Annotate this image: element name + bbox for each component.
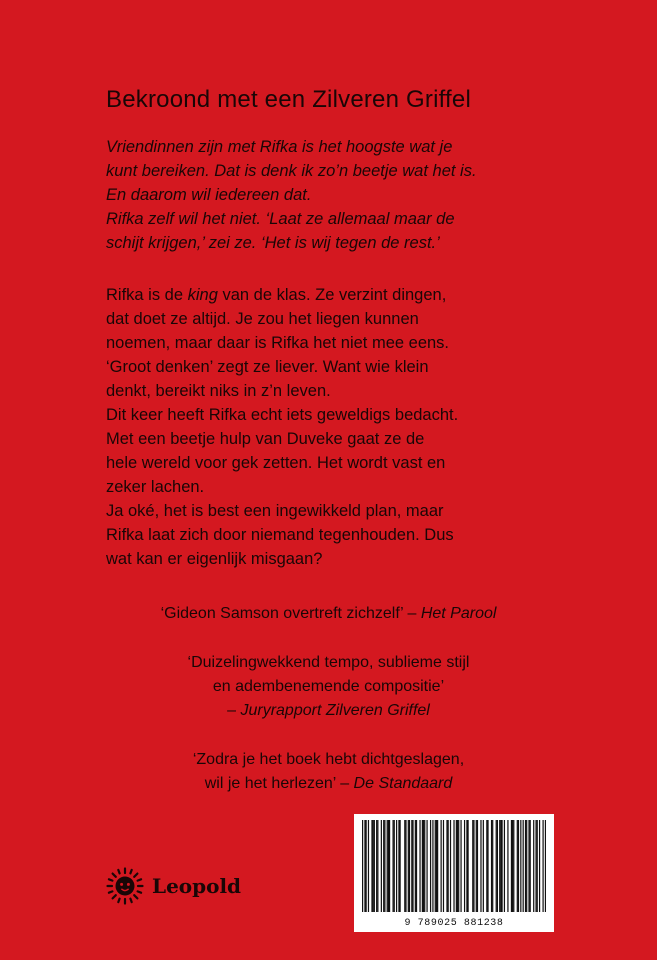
isbn-number: 9 789025 881238 bbox=[404, 918, 504, 929]
barcode-bar bbox=[409, 820, 410, 912]
barcode-bar bbox=[525, 820, 526, 912]
barcode-bar bbox=[374, 820, 375, 912]
blurb-text bbox=[106, 283, 576, 571]
barcode-bar bbox=[517, 820, 518, 912]
barcode-bar bbox=[537, 820, 538, 912]
barcode-bar bbox=[477, 820, 478, 912]
barcode-bar bbox=[497, 820, 498, 912]
quote-text: wil je het herlezen’ – bbox=[204, 775, 354, 792]
barcode-bar bbox=[416, 820, 417, 912]
publisher-name: Leopold bbox=[152, 874, 242, 898]
intro-line: Vriendinnen zijn met Rifka is het hoogste wat je bbox=[106, 138, 453, 156]
barcode-bar bbox=[419, 820, 420, 912]
barcode-bar bbox=[457, 820, 458, 912]
intro-line: Rifka zelf wil het niet. ‘Laat ze allemaal maar de bbox=[106, 210, 455, 228]
barcode-bar bbox=[523, 820, 524, 912]
barcode-bar bbox=[446, 820, 447, 912]
barcode-bar bbox=[464, 820, 465, 912]
lion-sun-icon bbox=[106, 867, 144, 905]
review-quote-standaard bbox=[0, 748, 657, 796]
barcode-bar bbox=[487, 820, 488, 912]
barcode-bar bbox=[432, 820, 433, 912]
blurb-italic-word: king bbox=[187, 286, 218, 304]
barcode-bar bbox=[388, 820, 389, 912]
barcode-bar bbox=[392, 820, 393, 912]
barcode-bar bbox=[366, 820, 367, 912]
intro-line: schijt krijgen,’ zei ze. ‘Het is wij tegen de rest.’ bbox=[106, 234, 440, 252]
intro-line: En daarom wil iedereen dat. bbox=[106, 186, 312, 204]
quote-dash: – bbox=[227, 702, 241, 719]
barcode-bar bbox=[437, 820, 438, 912]
barcode-bar bbox=[441, 820, 442, 912]
barcode-bar bbox=[377, 820, 378, 912]
barcode-bar bbox=[511, 820, 512, 912]
quote-source: Juryrapport Zilveren Griffel bbox=[240, 702, 430, 719]
barcode-bar bbox=[387, 820, 388, 912]
barcode-bar bbox=[456, 820, 457, 912]
quote-text: ‘Duizelingwekkend tempo, sublieme stijl bbox=[187, 654, 470, 671]
blurb-line: Ja oké, het is best een ingewikkeld plan, maar bbox=[106, 502, 444, 520]
barcode-bar bbox=[412, 820, 413, 912]
barcode-bar bbox=[376, 820, 377, 912]
barcode-bar bbox=[500, 820, 501, 912]
barcode-bars bbox=[362, 820, 546, 912]
quote-text: ‘Zodra je het boek hebt dichtgeslagen, bbox=[192, 751, 465, 768]
barcode-bar bbox=[383, 820, 384, 912]
barcode-bar bbox=[423, 820, 424, 912]
barcode-bar bbox=[460, 820, 461, 912]
barcode-bar bbox=[501, 820, 502, 912]
intro-line: kunt bereiken. Dat is denk ik zo’n beetje wat het is. bbox=[106, 162, 477, 180]
barcode-bar bbox=[504, 820, 505, 912]
review-quote-jury bbox=[0, 651, 657, 723]
barcode-bar bbox=[430, 820, 431, 912]
blurb-line: Met een beetje hulp van Duveke gaat ze de bbox=[106, 430, 425, 448]
barcode-bar bbox=[518, 820, 519, 912]
blurb-line: Rifka laat zich door niemand tegenhouden. Dus bbox=[106, 526, 454, 544]
barcode-bar bbox=[520, 820, 521, 912]
barcode-bar bbox=[542, 820, 543, 912]
barcode-bar bbox=[394, 820, 395, 912]
barcode-bar bbox=[458, 820, 459, 912]
barcode-bar bbox=[496, 820, 497, 912]
barcode-bar bbox=[533, 820, 534, 912]
barcode-bar bbox=[539, 820, 540, 912]
barcode-bar bbox=[528, 820, 529, 912]
barcode-bar bbox=[545, 820, 546, 912]
blurb-line: Dit keer heeft Rifka echt iets geweldigs bedacht. bbox=[106, 406, 459, 424]
barcode-bar bbox=[405, 820, 406, 912]
quote-source: Het Parool bbox=[420, 605, 497, 622]
barcode-bar bbox=[472, 820, 473, 912]
publisher-logo bbox=[106, 866, 241, 906]
barcode-bar bbox=[398, 820, 399, 912]
barcode-bar bbox=[426, 820, 427, 912]
barcode-bar bbox=[415, 820, 416, 912]
barcode-bar bbox=[404, 820, 405, 912]
award-heading: Bekroond met een Zilveren Griffel bbox=[106, 86, 471, 113]
blurb-line: hele wereld voor gek zetten. Het wordt vast en bbox=[106, 454, 446, 472]
blurb-text-run: Rifka is de bbox=[106, 286, 188, 304]
barcode-bar bbox=[411, 820, 412, 912]
barcode-bar bbox=[499, 820, 500, 912]
barcode-bar bbox=[526, 820, 527, 912]
barcode-bar bbox=[466, 820, 467, 912]
barcode-bar bbox=[424, 820, 425, 912]
barcode-bar bbox=[381, 820, 382, 912]
barcode-bar bbox=[448, 820, 449, 912]
intro-excerpt bbox=[106, 135, 576, 255]
barcode-bar bbox=[491, 820, 492, 912]
barcode-bar bbox=[368, 820, 369, 912]
barcode-bar bbox=[513, 820, 514, 912]
barcode-bar bbox=[507, 820, 508, 912]
barcode-bar bbox=[408, 820, 409, 912]
blurb-line: wat kan er eigenlijk misgaan? bbox=[106, 550, 323, 568]
isbn-barcode bbox=[354, 814, 554, 932]
barcode-bar bbox=[467, 820, 468, 912]
barcode-bar bbox=[443, 820, 444, 912]
barcode-bar bbox=[476, 820, 477, 912]
barcode-bar bbox=[384, 820, 385, 912]
barcode-bar bbox=[435, 820, 436, 912]
quote-attribution bbox=[0, 772, 657, 796]
barcode-bar bbox=[436, 820, 437, 912]
blurb-line: ‘Groot denken’ zegt ze liever. Want wie klein bbox=[106, 358, 429, 376]
quote-source: De Standaard bbox=[353, 775, 453, 792]
barcode-bar bbox=[480, 820, 481, 912]
barcode-bar bbox=[530, 820, 531, 912]
barcode-bar bbox=[483, 820, 484, 912]
barcode-bar bbox=[400, 820, 401, 912]
quote-attribution bbox=[0, 699, 657, 723]
barcode-bar bbox=[373, 820, 374, 912]
barcode-bar bbox=[362, 820, 363, 912]
barcode-bar bbox=[492, 820, 493, 912]
barcode-bar bbox=[396, 820, 397, 912]
barcode-bar bbox=[486, 820, 487, 912]
barcode-bar bbox=[422, 820, 423, 912]
blurb-line bbox=[106, 283, 576, 307]
barcode-bar bbox=[389, 820, 390, 912]
blurb-line: dat doet ze altijd. Je zou het liegen kunnen bbox=[106, 310, 419, 328]
blurb-line: denkt, bereikt niks in z’n leven. bbox=[106, 382, 331, 400]
blurb-line: zeker lachen. bbox=[106, 478, 205, 496]
barcode-bar bbox=[473, 820, 474, 912]
blurb-text-run: van de klas. Ze verzint dingen, bbox=[217, 286, 447, 304]
barcode-bar bbox=[371, 820, 372, 912]
quote-text: ‘Gideon Samson overtreft zichzelf’ – bbox=[160, 605, 421, 622]
blurb-line: noemen, maar daar is Rifka het niet mee eens. bbox=[106, 334, 450, 352]
review-quote-parool bbox=[0, 602, 657, 626]
quote-text: en adembenemende compositie’ bbox=[212, 678, 445, 695]
barcode-bar bbox=[535, 820, 536, 912]
barcode-bar bbox=[453, 820, 454, 912]
barcode-bar bbox=[364, 820, 365, 912]
barcode-bar bbox=[450, 820, 451, 912]
barcode-bar bbox=[512, 820, 513, 912]
